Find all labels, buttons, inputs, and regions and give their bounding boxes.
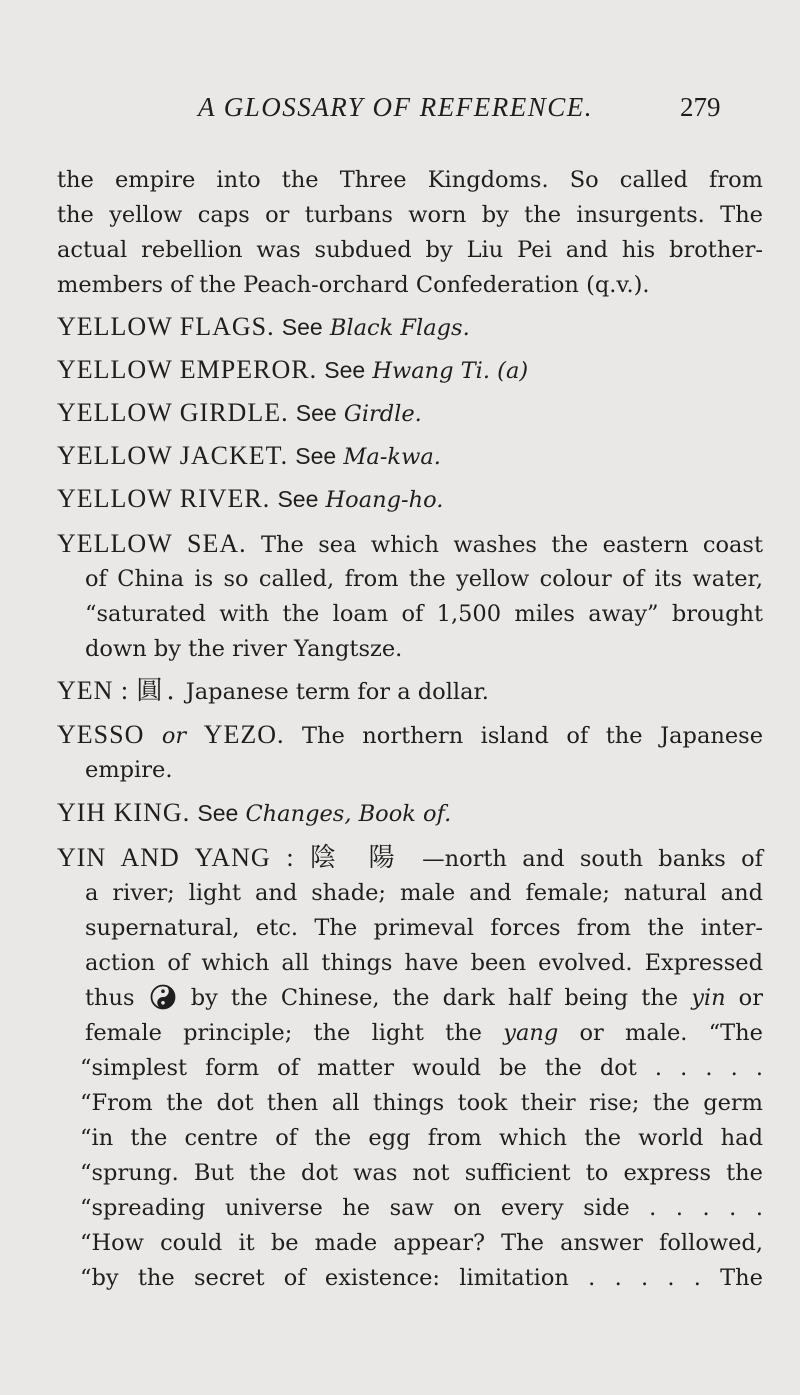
text-run: by the Chinese, the dark half being the (190, 985, 679, 1011)
headword: YELLOW EMPEROR. (57, 355, 318, 384)
quote-line: “sprung. But the dot was not sufficient to express the (80, 1160, 763, 1186)
see-label: See (281, 314, 323, 340)
headword: YELLOW GIRDLE. (57, 398, 289, 427)
conjunction: or (161, 723, 187, 749)
quote-line: “by the secret of existence: limitation . . . . . The (80, 1265, 763, 1291)
definition: Japanese term for a dollar. (185, 679, 489, 705)
headword-variant: YEZO. (203, 720, 285, 749)
definition: —north and south banks of (422, 846, 763, 872)
text-run: members of the Peach-orchard Confederation (q.v.). (57, 272, 650, 298)
text-line: action of which all things have been evolved. Expressed (85, 950, 763, 976)
entry-yellow-jacket (57, 442, 763, 471)
headword: YESSO (57, 720, 145, 749)
entry-yellow-emperor (57, 356, 763, 385)
yin-yang-icon (150, 984, 176, 1010)
cross-reference: Black Flags. (329, 315, 470, 341)
definition: The sea which washes the eastern coast (261, 532, 764, 558)
text-line: the yellow caps or turbans worn by the insurgents. The (57, 202, 763, 228)
entry-yellow-sea (57, 530, 763, 559)
page-number: 279 (680, 92, 721, 122)
text-run: thus (85, 985, 135, 1011)
chinese-character: 圓. (136, 676, 179, 706)
quote-line: “From the dot then all things took their rise; the germ (80, 1090, 763, 1116)
cross-reference: Changes, Book of. (245, 801, 452, 827)
entry-yin-and-yang (57, 844, 763, 873)
headword: YELLOW RIVER. (57, 484, 271, 513)
text-line: of China is so called, from the yellow colour of its water, (85, 566, 763, 592)
quote-line: “How could it be made appear? The answer followed, (80, 1230, 763, 1256)
cross-reference: Girdle. (343, 401, 422, 427)
text-line (85, 984, 763, 1012)
running-header (0, 84, 800, 124)
headword: YEN : (57, 676, 130, 705)
see-label: See (197, 800, 239, 826)
text-line (85, 635, 763, 663)
text-line: the empire into the Three Kingdoms. So called from (57, 167, 763, 193)
text-line: “saturated with the loam of 1,500 miles away” brought (85, 601, 763, 627)
text-line (85, 756, 763, 784)
running-title: A GLOSSARY OF REFERENCE. (198, 92, 593, 122)
text-run: empire. (85, 757, 173, 783)
chinese-characters: 陰 陽 (309, 843, 407, 873)
headword: YELLOW SEA. (57, 529, 247, 558)
cross-reference: Hoang-ho. (325, 487, 444, 513)
text-run: down by the river Yangtsze. (85, 636, 403, 662)
italic-term: yin (691, 985, 726, 1011)
text-run: or male. “The (579, 1020, 763, 1046)
headword: YIN AND YANG : (57, 843, 295, 872)
entry-yih-king (57, 799, 763, 828)
definition: The northern island of the Japanese (302, 723, 764, 749)
italic-term: yang (503, 1020, 559, 1046)
text-run: or (738, 985, 763, 1011)
quote-line: “simplest form of matter would be the dot . . . . . (80, 1055, 763, 1081)
entry-yesso (57, 721, 763, 750)
quote-line: “spreading universe he saw on every side . . . . . (80, 1195, 763, 1221)
entry-yellow-girdle (57, 399, 763, 428)
see-label: See (295, 400, 337, 426)
text-line: supernatural, etc. The primeval forces from the inter- (85, 915, 763, 941)
entry-yellow-river (57, 485, 763, 514)
cross-reference: Hwang Ti. (a) (372, 358, 529, 384)
see-label: See (277, 486, 319, 512)
see-label: See (295, 443, 337, 469)
text-line (85, 1019, 763, 1047)
entry-yen (57, 677, 763, 706)
entry-yellow-flags (57, 313, 763, 342)
text-line: a river; light and shade; male and female; natural and (85, 880, 763, 906)
quote-line: “in the centre of the egg from which the world had (80, 1125, 763, 1151)
headword: YIH KING. (57, 798, 191, 827)
text-line: actual rebellion was subdued by Liu Pei and his brother- (57, 237, 763, 263)
headword: YELLOW FLAGS. (57, 312, 275, 341)
headword: YELLOW JACKET. (57, 441, 289, 470)
text-run: female principle; the light the (85, 1020, 482, 1046)
see-label: See (324, 357, 366, 383)
cross-reference: Ma-kwa. (343, 444, 441, 470)
text-line (57, 271, 763, 299)
